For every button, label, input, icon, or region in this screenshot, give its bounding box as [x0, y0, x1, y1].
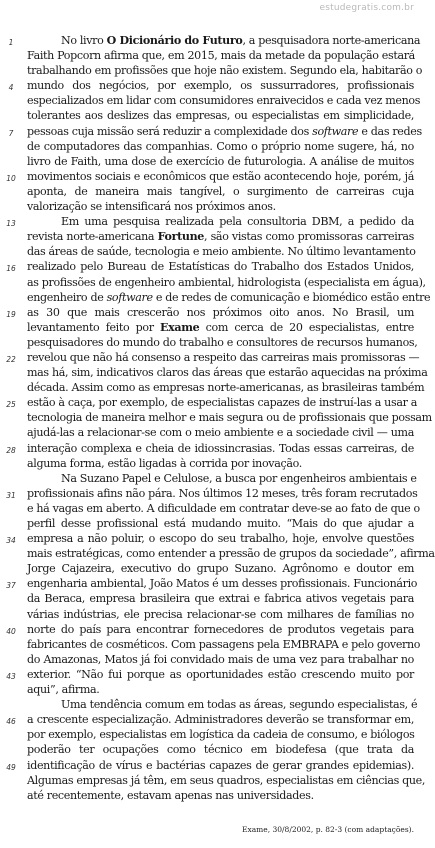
text-line [0, 229, 420, 244]
text-line [0, 441, 420, 456]
text-line [0, 169, 420, 184]
text-line [0, 667, 420, 682]
line-text [61, 33, 421, 48]
line-number: 49 [6, 762, 16, 772]
line-text [61, 471, 417, 486]
line-text [27, 561, 414, 576]
line-text [27, 591, 414, 606]
line-number: 19 [6, 309, 16, 319]
text-run: , são vistas como promissoras carreiras [204, 230, 415, 244]
line-text [27, 380, 425, 395]
text-run: a crescente especialização. Administradores deverão se transformar em, [27, 713, 414, 727]
line-text [27, 742, 414, 757]
watermark: estudegratis.com.br [319, 3, 414, 13]
text-line [0, 727, 420, 742]
text-line [0, 712, 420, 727]
text-run: pessoas cuja missão será reduzir a complexidade dos [27, 124, 313, 138]
line-text [27, 395, 417, 410]
line-text [27, 727, 414, 742]
text-run: livro de Faith, uma dose de exercício de futurologia. A análise de muitos [27, 154, 414, 168]
line-text [27, 501, 420, 516]
line-number: 7 [8, 128, 14, 138]
line-text [27, 108, 414, 123]
text-run: mais estratégicas, como entender a pressão de grupos da sociedade”, afirma [27, 547, 435, 561]
text-run: tolerantes aos deslizes das empresas, ou especialistas em simplicidade, [27, 109, 414, 123]
text-run: poderão ter ocupações como técnico em biodefesa (que trata da [27, 743, 414, 757]
line-text [27, 154, 414, 169]
text-line [0, 108, 420, 123]
line-number: 1 [8, 38, 14, 47]
line-text [27, 652, 414, 667]
text-run: aponta, de maneira mais tangível, o surgimento de carreiras cuja [27, 184, 414, 198]
line-text [27, 516, 414, 531]
line-text [27, 169, 414, 184]
line-text [27, 667, 414, 682]
text-run: ajudá-las a relacionar-se com o meio ambiente e a sociedade civil — uma [27, 426, 414, 440]
line-text [27, 425, 414, 440]
line-text [27, 682, 414, 697]
text-line [0, 697, 420, 712]
line-number: 22 [6, 354, 16, 364]
text-line [0, 93, 420, 108]
bold-text: O Dicionário do Futuro [106, 34, 243, 47]
line-text [61, 697, 418, 712]
article-text [0, 33, 435, 803]
line-text [27, 259, 414, 274]
line-text [27, 78, 414, 93]
text-run: Uma tendência comum em todas as áreas, segundo especialistas, é [61, 698, 418, 712]
text-run: as profissões de engenheiro ambiental, hidrologista (especialista em água), [27, 275, 426, 289]
line-number: 46 [6, 717, 16, 727]
text-run: das áreas de saúde, tecnologia e meio ambiente. No último levantamento [27, 245, 416, 259]
text-run: revelou que não há consenso a respeito das carreiras mais promissoras — [27, 350, 420, 364]
line-text [27, 139, 414, 154]
line-text [27, 531, 414, 546]
text-line [0, 471, 420, 486]
source-citation: Exame, 30/8/2002, p. 82-3 (com adaptações). [241, 825, 414, 834]
text-line [0, 33, 420, 48]
text-run: por exemplo, especialistas em logística da cadeia de consumo, e biólogos [27, 728, 415, 742]
text-line [0, 591, 420, 606]
text-line [0, 742, 420, 757]
text-run: identificação de vírus e bactérias capazes de gerar grandes epidemias). [27, 758, 414, 772]
bold-text: Fortune [157, 230, 204, 244]
text-line [0, 546, 435, 561]
text-run: valorização se intensificará nos próximos anos. [27, 200, 276, 214]
line-text [27, 456, 414, 471]
text-line [0, 456, 420, 471]
italic-text: software [106, 290, 153, 304]
text-line [0, 48, 420, 63]
line-number: 40 [6, 626, 16, 636]
text-line [0, 290, 431, 305]
line-text [27, 607, 414, 622]
text-line [0, 410, 432, 425]
text-line [0, 425, 420, 440]
text-run: década. Assim como as empresas norte-americanas, as brasileiras também [27, 381, 425, 395]
text-run: norte do país para encontrar fornecedores de produtos vegetais para [27, 622, 414, 636]
line-text [27, 244, 414, 259]
line-text [27, 622, 414, 637]
line-number: 43 [6, 671, 16, 681]
text-run: com cerca de 20 especialistas, entre [199, 320, 414, 334]
text-run: até recentemente, estavam apenas nas universidades. [27, 788, 314, 802]
line-text [27, 712, 414, 727]
text-run: e das redes [358, 124, 422, 138]
text-line [0, 561, 420, 576]
line-text [27, 184, 414, 199]
text-line [0, 501, 420, 516]
text-run: fabricantes de cosméticos. Com passagens pela EMBRAPA e pelo governo [27, 637, 421, 651]
line-number: 31 [6, 490, 16, 500]
text-line [0, 63, 423, 78]
text-run: e há vagas em aberto. A dificuldade em contratar deve-se ao fato de que o [27, 501, 420, 515]
line-text [27, 788, 414, 803]
line-text [27, 290, 431, 305]
text-line [0, 78, 420, 93]
line-text [27, 637, 421, 652]
text-run: várias indústrias, ele precisa relacionar-se com milhares de famílias no [27, 607, 414, 621]
line-number: 28 [6, 445, 16, 455]
line-text [27, 320, 414, 335]
text-line [0, 320, 420, 335]
text-line [0, 380, 425, 395]
text-line [0, 305, 420, 320]
text-line [0, 395, 420, 410]
line-text [61, 214, 414, 229]
italic-text: software [312, 124, 359, 138]
text-run: as 30 que mais crescerão nos próximos oito anos. No Brasil, um [27, 305, 414, 319]
line-text [27, 229, 414, 244]
text-line [0, 184, 420, 199]
line-text [27, 305, 414, 320]
line-text [27, 576, 418, 591]
line-number: 34 [6, 536, 16, 546]
text-line [0, 486, 420, 501]
line-text [27, 758, 414, 773]
text-run: engenharia ambiental, João Matos é um desses profissionais. Funcionário [27, 577, 418, 591]
text-line [0, 139, 420, 154]
text-run: Na Suzano Papel e Celulose, a busca por engenheiros ambientais e [61, 471, 417, 485]
text-run: Jorge Cajazeira, executivo do grupo Suzano. Agrônomo e doutor em [27, 562, 414, 576]
line-text [27, 441, 414, 456]
text-run: de computadores das companhias. Como o próprio nome sugere, há, no [27, 139, 414, 153]
text-run: especializados em lidar com consumidores enraivecidos e cada vez menos [27, 94, 421, 108]
text-run: alguma forma, estão ligadas à corrida por inovação. [27, 456, 302, 470]
text-line [0, 576, 420, 591]
text-run: Algumas empresas já têm, em seus quadros, especialistas em ciências que, [27, 773, 426, 787]
text-run: , a pesquisadora norte-americana [242, 34, 421, 47]
text-run: do Amazonas, Matos já foi convidado mais de uma vez para trabalhar no [27, 652, 414, 666]
line-text [27, 199, 414, 214]
bold-text: Exame [160, 320, 200, 334]
line-text [27, 335, 418, 350]
text-run: revista norte-americana [27, 230, 158, 244]
text-line [0, 124, 420, 139]
text-run: mas há, sim, indicativos claros das áreas que estarão aquecidas na próxima [27, 366, 428, 380]
text-run: Faith Popcorn afirma que, em 2015, mais da metade da população estará [27, 49, 415, 63]
text-line [0, 365, 428, 380]
text-line [0, 622, 420, 637]
text-run: pesquisadores do mundo do trabalho e consultores de recursos humanos, [27, 335, 418, 349]
text-line [0, 773, 426, 788]
text-run: da Beraca, empresa brasileira que extrai e fabrica ativos vegetais para [27, 592, 414, 606]
text-run: realizado pelo Bureau de Estatísticas do Trabalho dos Estados Unidos, [27, 260, 414, 274]
text-run: profissionais afins não pára. Nos últimos 12 meses, três foram recrutados [27, 486, 418, 500]
text-line [0, 244, 420, 259]
line-text [27, 410, 432, 425]
text-run: aqui”, afirma. [27, 683, 100, 697]
text-run: tecnologia de maneira melhor e mais segura ou de profissionais que possam [27, 411, 432, 425]
line-number: 4 [8, 83, 14, 93]
text-line [0, 516, 420, 531]
line-text [27, 48, 414, 63]
line-text [27, 486, 418, 501]
text-line [0, 531, 420, 546]
line-number: 10 [6, 173, 16, 183]
line-number: 25 [6, 400, 16, 410]
text-run: mundo dos negócios, por exemplo, os sussurradores, profissionais [27, 79, 414, 93]
line-text [27, 124, 422, 139]
text-line [0, 154, 420, 169]
text-run: estão à caça, por exemplo, de especialistas capazes de instruí-las a usar a [27, 396, 417, 410]
text-line [0, 637, 420, 652]
text-line [0, 259, 420, 274]
text-line [0, 335, 420, 350]
text-line [0, 652, 420, 667]
text-line [0, 275, 426, 290]
text-line [0, 214, 420, 229]
text-run: levantamento feito por [27, 320, 161, 334]
text-run: empresa a não poluir, o escopo do seu trabalho, hoje, envolve questões [27, 532, 414, 546]
text-line [0, 682, 420, 697]
text-run: interação complexa e cheia de idiossincrasias. Todas essas carreiras, de [27, 441, 414, 455]
line-text [27, 365, 428, 380]
line-text [27, 93, 421, 108]
text-run: perfil desse profissional está mudando muito. “Mais do que ajudar a [27, 517, 414, 530]
text-line [0, 607, 420, 622]
line-text [27, 350, 420, 365]
text-run: trabalhando em profissões que hoje não existem. Segundo ela, habitarão o [27, 64, 423, 78]
text-run: e de redes de comunicação e biomédico estão entre [152, 290, 431, 304]
text-run: Em uma pesquisa realizada pela consultoria DBM, a pedido da [61, 215, 414, 229]
text-line [0, 788, 420, 803]
text-line [0, 758, 420, 773]
line-text [27, 275, 426, 290]
line-number: 37 [6, 581, 16, 591]
line-number: 13 [6, 219, 16, 229]
text-line [0, 350, 420, 365]
text-run: No livro [61, 34, 107, 47]
text-run: engenheiro de [27, 290, 107, 304]
line-text [27, 63, 423, 78]
line-text [27, 546, 435, 561]
text-run: movimentos sociais e econômicos que estão acontecendo hoje, porém, já [27, 169, 414, 183]
line-number: 16 [6, 264, 16, 274]
text-run: exterior. “Não fui porque as oportunidades estão crescendo muito por [27, 667, 414, 681]
text-line [0, 199, 420, 214]
line-text [27, 773, 426, 788]
